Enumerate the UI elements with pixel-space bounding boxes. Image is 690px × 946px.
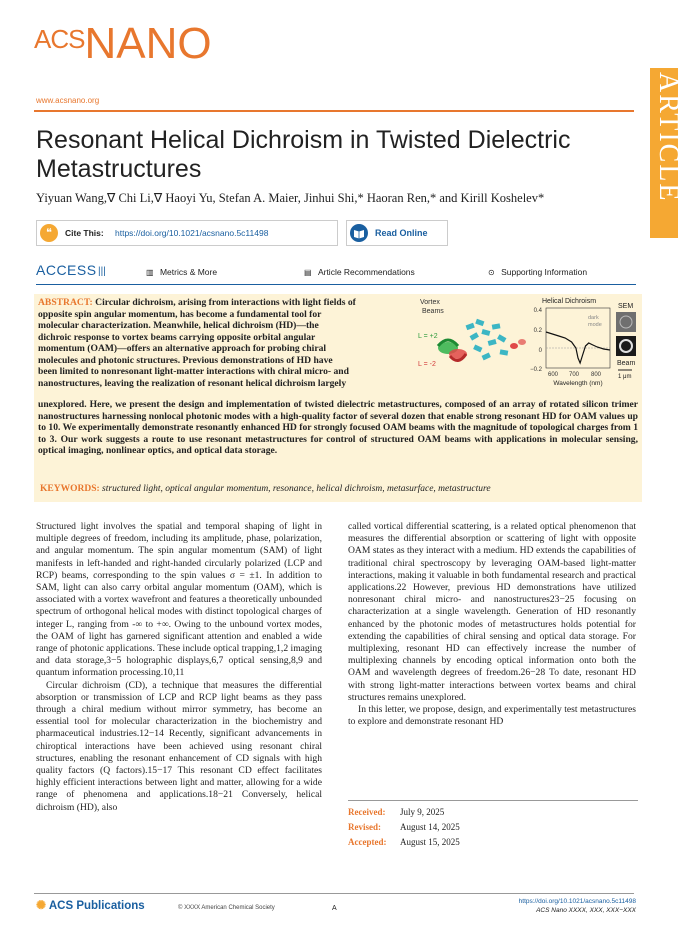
toc-graphic (418, 296, 638, 406)
body-column-left (36, 521, 322, 814)
y-tick: 0.2 (533, 328, 542, 334)
dark-mode-label: dark (588, 315, 599, 321)
abstract-line: dichroic response to vortex beams carrying opposite orbital angular (38, 331, 316, 343)
publisher-logo (36, 898, 145, 912)
y-tick: −0.2 (530, 367, 542, 373)
y-tick: 0 (538, 348, 542, 354)
y-ticks (530, 308, 543, 373)
author-list: Yiyuan Wang,∇ Chi Li,∇ Haoyi Yu, Stefan A. Maier, Jinhui Shi,* Haoran Ren,* and Kirill Koshelev* (36, 191, 545, 205)
journal-url[interactable]: www.acsnano.org (36, 96, 100, 105)
l-minus-label: L = -2 (418, 361, 436, 368)
cite-label: Cite This: (65, 228, 104, 238)
abstract-line: Circular dichroism, arising from interactions with light fields of (95, 297, 356, 308)
access-bars: ||| (98, 266, 106, 277)
keywords-label: KEYWORDS: (40, 484, 100, 494)
scale-label: 1 μm (618, 374, 632, 380)
chart-icon: ▥ (146, 268, 154, 277)
accepted-date: August 15, 2025 (400, 837, 460, 847)
vortex-label: Vortex (420, 299, 440, 306)
keywords (40, 484, 491, 494)
page-number: A (332, 905, 337, 912)
x-ticks (548, 372, 602, 378)
abstract-line: been limited to nonresonant light-matter interactions with chiral micro- and (38, 366, 349, 377)
toc-svg (418, 296, 638, 406)
section-tab-label: ARTICLE (653, 72, 684, 203)
accepted-row (348, 835, 638, 850)
body-paragraph: Structured light involves the spatial and temporal shaping of light in multiple degrees of freedom, including its amplitude, phase, polarization, and angular momentum. The spin angular momentum (SAM) of light manifests in left-handed and right-handed circularly polarized (LCP and RCP) beams, corresponding to the spin values σ = ±1. In addition to SAM, light can also carry orbital angular momentum (OAM), which is associated with a vortex wavefront and features a theoretically unbounded spectrum of orthogonal helical modes with distinct topological charges of integer L, ranging from -∞ to +∞. Owing to the unbound vortex modes, the OAM of light has garnered significant attention and enabled a wide range of photonic applications. These include optical trapping,1,2 imaging and data storage,3−5 holographic displays,6,7 optical sensing,8,9 and quantum information processing.10,11 (36, 521, 322, 679)
abstract-line: opposite spin angular momentum, has become a fundamental tool for (38, 308, 322, 320)
body-paragraph: called vortical differential scattering, is a related optical phenomenon that measures the differential absorption or scattering of light with opposite OAM states as they interact with a medium. HD extends the capabilities of traditional chiral spectroscopy by leveraging OAM-based light-matter interactions, making it valuable in both fundamental research and practical applications.22 However, previous HD demonstrations have utilized nonresonant chiral micro- and nanostructures23−25 focusing on characterization at a single wavelength. Generation of HD resonantly enhanced by the photonic modes of metastructures holds potential for extending the capabilities of chiral sensing and optical data storage. For multiplexing, resonant HD can effectively increase the number of multiplexing channels by encoding optical information onto both the OAM and wavelength degrees of freedom.26−28 To date, resonant HD with strong light-matter interactions between vortex beams and chiral structures remains unexplored. (348, 521, 636, 703)
access-rule (36, 284, 636, 285)
section-tab (650, 68, 684, 238)
x-tick: 700 (568, 372, 580, 378)
l-plus-label: L = +2 (418, 333, 438, 340)
access-bar (36, 262, 636, 282)
vortex-beam-out (510, 339, 526, 349)
revised-row (348, 820, 638, 835)
book-icon (350, 224, 368, 242)
supporting-info-link[interactable] (488, 267, 587, 277)
received-label: Received: (348, 807, 386, 817)
revised-label: Revised: (348, 822, 381, 832)
abstract-line: molecular characterization. Meanwhile, helical dichroism (HD)—the (38, 320, 319, 331)
article-title: Resonant Helical Dichroism in Twisted Dielectric Metastructures (36, 126, 571, 183)
body-paragraph: Circular dichroism (CD), a technique that measures the differential absorption or transmission of LCP and RCP light beams as they pass through a chiral medium without mirror symmetry, has become an essential tool for molecular characterization in the biochemistry and pharmaceutical industries.12−14 Recently, significant advancements in chiroptical interactions have been achieved using resonant chiral structures, enabling the resonant enhancement of CD signals with high quality factors (Q factors).15−17 This resonant CD effect facilitates highly efficient interactions between light and matter, allowing for a wide range of phenomena and applications.18−21 Conversely, helical dichroism (HD), also (36, 679, 322, 813)
cite-doi-link[interactable]: https://doi.org/10.1021/acsnano.5c11498 (115, 228, 269, 238)
recommendations-link[interactable] (304, 267, 415, 277)
keywords-text: structured light, optical angular momentum, resonance, helical dichroism, metasurface, metastructure (102, 484, 491, 494)
x-tick: 800 (590, 372, 602, 378)
logo-prefix: ACS (34, 24, 85, 54)
read-online-label: Read Online (375, 228, 428, 238)
beam-label: Beam (617, 360, 636, 367)
logo-main: NANO (84, 19, 212, 68)
access-label: ACCESS (36, 262, 97, 278)
supporting-label: Supporting Information (501, 267, 588, 277)
y-tick: 0.4 (533, 308, 542, 314)
accepted-label: Accepted: (348, 837, 387, 847)
footer-doi-link[interactable]: https://doi.org/10.1021/acsnano.5c11498 (518, 898, 636, 905)
sem-label: SEM (618, 303, 634, 310)
abstract-label: ABSTRACT: (38, 297, 93, 308)
x-tick: 600 (547, 372, 559, 378)
read-online-button[interactable] (346, 220, 448, 246)
abstract-rest: unexplored. Here, we present the design and implementation of twisted dielectric metastructures, composed of an array of rotated silicon trimer nanostructures harnessing nonlocal photonic modes with a high-quality factor of several dozen that enable strong resonant HD for OAM values up to 10. We experimentally demonstrate resonantly enhanced HD for strongly focused OAM beams with the magnitude of topological charges from 1 to 3. Our work suggests a route to use resonant metastructures for control of structured OAM beams with applications in molecular sensing, optical imaging, nonlinear optics, and optical data storage. (38, 399, 638, 456)
abstract-line: momentum (OAM)—offers an alternative approach for probing chiral (38, 343, 327, 354)
metrics-link[interactable] (146, 267, 217, 277)
history-dates (348, 800, 638, 850)
graph-title: Helical Dichroism (542, 298, 597, 305)
abstract-line: molecules and photonic structures. Previous demonstrations of HD have (38, 354, 333, 366)
body-paragraph: In this letter, we propose, design, and experimentally test metastructures to explore and demonstrate resonant HD (348, 704, 636, 728)
quote-icon: ❝ (40, 224, 58, 242)
supporting-icon: ⊙ (488, 268, 495, 277)
cite-this-box[interactable] (36, 220, 338, 246)
abstract-head (38, 297, 410, 389)
received-row (348, 805, 638, 820)
metrics-label: Metrics & More (159, 267, 218, 277)
copyright-text: © XXXX American Chemical Society (178, 905, 275, 911)
header-rule (34, 110, 634, 112)
journal-logo (34, 19, 212, 68)
footer-rule (34, 893, 634, 894)
revised-date: August 14, 2025 (400, 822, 460, 832)
vortex-label: Beams (422, 308, 444, 315)
publisher-name: ACS Publications (48, 900, 145, 912)
acs-publications-icon: ✺ (36, 898, 47, 912)
received-date: July 9, 2025 (400, 807, 445, 817)
abstract-line: nanostructures, leaving the realization of resonant helical dichroism largely (38, 377, 347, 389)
metastructure-array (466, 319, 509, 361)
x-axis-label: Wavelength (nm) (553, 380, 603, 387)
body-column-right (348, 521, 636, 728)
hd-series-line (546, 332, 610, 363)
dark-mode-label: mode (588, 322, 602, 328)
document-icon: ▤ (304, 268, 312, 277)
footer-journal-ref: ACS Nano XXXX, XXX, XXX−XXX (536, 907, 636, 914)
recommendations-label: Article Recommendations (317, 267, 415, 277)
vortex-beam-red (449, 349, 467, 361)
sem-image (616, 312, 636, 332)
